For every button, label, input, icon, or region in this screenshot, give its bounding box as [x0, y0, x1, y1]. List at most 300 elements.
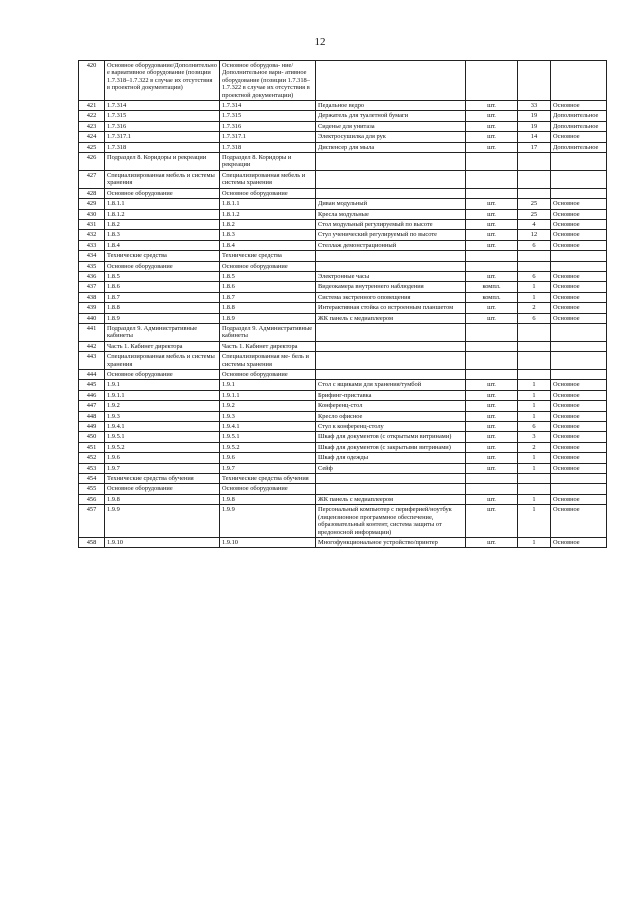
code-cell: Технические средства	[105, 251, 220, 261]
unit-cell: шт.	[466, 401, 518, 411]
quantity-cell: 1	[518, 453, 551, 463]
code-cell: 1.8.6	[105, 282, 220, 292]
code-cell-alt: 1.9.9	[220, 505, 316, 538]
row-number: 450	[79, 432, 105, 442]
item-name: Диспенсер для мыла	[316, 142, 466, 152]
code-cell-alt: 1.9.5.2	[220, 442, 316, 452]
code-cell: 1.7.316	[105, 121, 220, 131]
quantity-cell	[518, 352, 551, 370]
quantity-cell: 33	[518, 101, 551, 111]
code-cell-alt: 1.8.9	[220, 313, 316, 323]
code-cell: 1.9.4.1	[105, 422, 220, 432]
page-number: 12	[314, 36, 326, 48]
table-row	[79, 271, 607, 281]
unit-cell: шт.	[466, 432, 518, 442]
equipment-type: Основное	[551, 422, 607, 432]
table-row	[79, 142, 607, 152]
item-name: Держатель для туалетной бумаги	[316, 111, 466, 121]
quantity-cell: 6	[518, 313, 551, 323]
quantity-cell	[518, 188, 551, 198]
unit-cell: шт.	[466, 463, 518, 473]
item-name: Конференц-стол	[316, 401, 466, 411]
equipment-type: Основное	[551, 209, 607, 219]
table-row	[79, 537, 607, 547]
unit-cell	[466, 484, 518, 494]
item-name: Сиденье для унитаза	[316, 121, 466, 131]
equipment-type: Основное	[551, 240, 607, 250]
equipment-type: Основное	[551, 292, 607, 302]
table-row	[79, 505, 607, 538]
code-cell: 1.8.5	[105, 271, 220, 281]
row-number: 434	[79, 251, 105, 261]
row-number: 442	[79, 341, 105, 351]
quantity-cell: 17	[518, 142, 551, 152]
quantity-cell: 1	[518, 537, 551, 547]
item-name	[316, 61, 466, 101]
unit-cell	[466, 370, 518, 380]
equipment-type	[551, 188, 607, 198]
item-name: Многофункциональное устройство/принтер	[316, 537, 466, 547]
quantity-cell: 12	[518, 230, 551, 240]
item-name	[316, 170, 466, 188]
unit-cell: шт.	[466, 313, 518, 323]
code-cell-alt: 1.9.7	[220, 463, 316, 473]
table-row	[79, 261, 607, 271]
unit-cell: шт.	[466, 121, 518, 131]
equipment-type: Основное	[551, 390, 607, 400]
code-cell: Основное оборудование	[105, 484, 220, 494]
code-cell-alt: 1.9.4.1	[220, 422, 316, 432]
code-cell: 1.9.1.1	[105, 390, 220, 400]
code-cell: 1.9.3	[105, 411, 220, 421]
unit-cell: шт.	[466, 199, 518, 209]
equipment-type: Основное	[551, 505, 607, 538]
table-row	[79, 170, 607, 188]
unit-cell: шт.	[466, 505, 518, 538]
unit-cell	[466, 352, 518, 370]
unit-cell: шт.	[466, 132, 518, 142]
item-name: Персональный компьютер с периферией/ноутбук (лицензионное программное обеспечение, образовательный контент, система защиты от вредоносной информации)	[316, 505, 466, 538]
code-cell-alt: Основное оборудова- ние/Дополнительное вари- ативное оборудование (позиции 1.7.318–1.7.322 в случае их отсутствия в проектной документации)	[220, 61, 316, 101]
equipment-type: Основное	[551, 271, 607, 281]
table-row	[79, 251, 607, 261]
code-cell: 1.9.9	[105, 505, 220, 538]
code-cell: 1.8.1.2	[105, 209, 220, 219]
row-number: 428	[79, 188, 105, 198]
equipment-type: Основное	[551, 453, 607, 463]
code-cell: 1.9.1	[105, 380, 220, 390]
row-number: 458	[79, 537, 105, 547]
unit-cell: шт.	[466, 390, 518, 400]
code-cell-alt: 1.7.315	[220, 111, 316, 121]
row-number: 454	[79, 474, 105, 484]
unit-cell	[466, 341, 518, 351]
code-cell-alt: 1.8.3	[220, 230, 316, 240]
unit-cell	[466, 188, 518, 198]
row-number: 456	[79, 494, 105, 504]
code-cell-alt: 1.9.3	[220, 411, 316, 421]
equipment-type: Основное	[551, 132, 607, 142]
table-row	[79, 303, 607, 313]
item-name: Интерактивная стойка со встроенным планшетом	[316, 303, 466, 313]
equipment-table	[78, 60, 607, 548]
equipment-type: Дополнительное	[551, 121, 607, 131]
table-row	[79, 390, 607, 400]
code-cell-alt: 1.7.316	[220, 121, 316, 131]
code-cell: Специализированная мебель и системы хранения	[105, 352, 220, 370]
table-row	[79, 370, 607, 380]
quantity-cell: 4	[518, 219, 551, 229]
table-row	[79, 153, 607, 171]
quantity-cell: 2	[518, 303, 551, 313]
quantity-cell	[518, 261, 551, 271]
equipment-type	[551, 341, 607, 351]
quantity-cell: 1	[518, 463, 551, 473]
table-row	[79, 352, 607, 370]
table-row	[79, 453, 607, 463]
quantity-cell: 1	[518, 505, 551, 538]
table-row	[79, 188, 607, 198]
item-name: ЖК панель с медиаплеером	[316, 313, 466, 323]
code-cell: Подраздел 9. Административные кабинеты	[105, 323, 220, 341]
code-cell-alt: Подраздел 9. Административные кабинеты	[220, 323, 316, 341]
item-name: Шкаф для одежды	[316, 453, 466, 463]
code-cell-alt: 1.8.2	[220, 219, 316, 229]
item-name: Стеллаж демонстрационный	[316, 240, 466, 250]
equipment-type: Основное	[551, 411, 607, 421]
equipment-type	[551, 170, 607, 188]
row-number: 444	[79, 370, 105, 380]
row-number: 440	[79, 313, 105, 323]
code-cell: Специализированная мебель и системы хранения	[105, 170, 220, 188]
row-number: 432	[79, 230, 105, 240]
code-cell-alt: 1.7.317.1	[220, 132, 316, 142]
item-name: Электронные часы	[316, 271, 466, 281]
row-number: 437	[79, 282, 105, 292]
equipment-type	[551, 153, 607, 171]
unit-cell	[466, 323, 518, 341]
row-number: 421	[79, 101, 105, 111]
table-row	[79, 219, 607, 229]
code-cell: Основное оборудование/Дополнительно е вариативное оборудование (позиции 1.7.318–1.7.322 в случае их отсутствия в проектной документации)	[105, 61, 220, 101]
equipment-type: Основное	[551, 401, 607, 411]
row-number: 424	[79, 132, 105, 142]
row-number: 422	[79, 111, 105, 121]
item-name	[316, 484, 466, 494]
code-cell-alt: 1.8.6	[220, 282, 316, 292]
code-cell: 1.7.317.1	[105, 132, 220, 142]
quantity-cell: 3	[518, 432, 551, 442]
quantity-cell: 25	[518, 209, 551, 219]
unit-cell: шт.	[466, 219, 518, 229]
code-cell: Подраздел 8. Коридоры и рекреации	[105, 153, 220, 171]
equipment-type: Основное	[551, 432, 607, 442]
quantity-cell: 1	[518, 401, 551, 411]
quantity-cell: 6	[518, 422, 551, 432]
code-cell: Технические средства обучения	[105, 474, 220, 484]
row-number: 455	[79, 484, 105, 494]
unit-cell: компл.	[466, 282, 518, 292]
quantity-cell	[518, 341, 551, 351]
unit-cell: шт.	[466, 494, 518, 504]
quantity-cell: 1	[518, 282, 551, 292]
code-cell: 1.8.7	[105, 292, 220, 302]
table-row	[79, 313, 607, 323]
equipment-type	[551, 261, 607, 271]
row-number: 446	[79, 390, 105, 400]
equipment-type: Дополнительное	[551, 142, 607, 152]
code-cell: 1.8.8	[105, 303, 220, 313]
unit-cell	[466, 170, 518, 188]
code-cell-alt: Основное оборудование	[220, 188, 316, 198]
code-cell: Основное оборудование	[105, 188, 220, 198]
equipment-type: Основное	[551, 380, 607, 390]
equipment-type: Основное	[551, 282, 607, 292]
table-row	[79, 199, 607, 209]
equipment-type	[551, 370, 607, 380]
item-name: Кресла модульные	[316, 209, 466, 219]
quantity-cell	[518, 153, 551, 171]
code-cell-alt: 1.9.2	[220, 401, 316, 411]
row-number: 431	[79, 219, 105, 229]
row-number: 429	[79, 199, 105, 209]
unit-cell: шт.	[466, 230, 518, 240]
row-number: 457	[79, 505, 105, 538]
table-row	[79, 442, 607, 452]
code-cell-alt: Подраздел 8. Коридоры и рекреации	[220, 153, 316, 171]
quantity-cell: 1	[518, 390, 551, 400]
code-cell-alt: Основное оборудование	[220, 370, 316, 380]
item-name: Электросушилка для рук	[316, 132, 466, 142]
item-name	[316, 370, 466, 380]
unit-cell	[466, 474, 518, 484]
code-cell-alt: 1.8.4	[220, 240, 316, 250]
quantity-cell	[518, 474, 551, 484]
row-number: 420	[79, 61, 105, 101]
code-cell-alt: 1.9.1	[220, 380, 316, 390]
code-cell-alt: Технические средства	[220, 251, 316, 261]
unit-cell: шт.	[466, 411, 518, 421]
unit-cell	[466, 251, 518, 261]
code-cell: 1.8.4	[105, 240, 220, 250]
code-cell: 1.8.3	[105, 230, 220, 240]
equipment-type: Основное	[551, 101, 607, 111]
code-cell: 1.9.6	[105, 453, 220, 463]
equipment-type: Дополнительное	[551, 111, 607, 121]
table-row	[79, 463, 607, 473]
code-cell-alt: Часть 1. Кабинет директора	[220, 341, 316, 351]
code-cell-alt: 1.7.318	[220, 142, 316, 152]
unit-cell: шт.	[466, 142, 518, 152]
equipment-type: Основное	[551, 313, 607, 323]
unit-cell: шт.	[466, 101, 518, 111]
code-cell-alt: 1.9.5.1	[220, 432, 316, 442]
quantity-cell: 1	[518, 411, 551, 421]
code-cell-alt: 1.7.314	[220, 101, 316, 111]
table-row	[79, 292, 607, 302]
quantity-cell: 14	[518, 132, 551, 142]
equipment-type: Основное	[551, 199, 607, 209]
row-number: 447	[79, 401, 105, 411]
code-cell: 1.9.8	[105, 494, 220, 504]
item-name	[316, 341, 466, 351]
row-number: 438	[79, 292, 105, 302]
table-row	[79, 132, 607, 142]
item-name: Шкаф для документов (с открытыми витринами)	[316, 432, 466, 442]
item-name: Брифинг-приставка	[316, 390, 466, 400]
item-name: Видеокамера внутреннего наблюдения	[316, 282, 466, 292]
item-name	[316, 153, 466, 171]
equipment-type	[551, 352, 607, 370]
row-number: 451	[79, 442, 105, 452]
row-number: 425	[79, 142, 105, 152]
item-name: Шкаф для документов (с закрытыми витринами)	[316, 442, 466, 452]
row-number: 423	[79, 121, 105, 131]
unit-cell: шт.	[466, 209, 518, 219]
item-name: Педальное ведро	[316, 101, 466, 111]
item-name: Стол модульный регулируемый по высоте	[316, 219, 466, 229]
unit-cell: шт.	[466, 453, 518, 463]
item-name	[316, 474, 466, 484]
table-row	[79, 411, 607, 421]
quantity-cell	[518, 484, 551, 494]
code-cell: 1.9.5.1	[105, 432, 220, 442]
item-name: Кресло офисное	[316, 411, 466, 421]
quantity-cell: 25	[518, 199, 551, 209]
code-cell-alt: 1.8.1.1	[220, 199, 316, 209]
unit-cell: шт.	[466, 537, 518, 547]
equipment-type	[551, 61, 607, 101]
code-cell-alt: 1.8.5	[220, 271, 316, 281]
table-row	[79, 61, 607, 101]
equipment-type	[551, 323, 607, 341]
quantity-cell	[518, 170, 551, 188]
equipment-type	[551, 251, 607, 261]
code-cell: 1.9.2	[105, 401, 220, 411]
code-cell-alt: Основное оборудование	[220, 261, 316, 271]
code-cell: 1.9.10	[105, 537, 220, 547]
code-cell: 1.7.314	[105, 101, 220, 111]
row-number: 448	[79, 411, 105, 421]
item-name: ЖК панель с медиаплеером	[316, 494, 466, 504]
quantity-cell: 6	[518, 271, 551, 281]
unit-cell	[466, 261, 518, 271]
code-cell: 1.8.1.1	[105, 199, 220, 209]
item-name	[316, 251, 466, 261]
table-row	[79, 474, 607, 484]
code-cell: 1.7.315	[105, 111, 220, 121]
quantity-cell: 1	[518, 494, 551, 504]
quantity-cell: 1	[518, 380, 551, 390]
row-number: 443	[79, 352, 105, 370]
equipment-type: Основное	[551, 219, 607, 229]
quantity-cell	[518, 251, 551, 261]
table-row	[79, 240, 607, 250]
equipment-type: Основное	[551, 230, 607, 240]
item-name	[316, 188, 466, 198]
table-row	[79, 401, 607, 411]
table-row	[79, 101, 607, 111]
unit-cell: шт.	[466, 422, 518, 432]
code-cell: 1.8.9	[105, 313, 220, 323]
row-number: 435	[79, 261, 105, 271]
unit-cell: компл.	[466, 292, 518, 302]
code-cell: 1.9.7	[105, 463, 220, 473]
item-name: Стул к конференц-столу	[316, 422, 466, 432]
code-cell: Основное оборудование	[105, 261, 220, 271]
code-cell-alt: Специализированная мебель и системы хранения	[220, 170, 316, 188]
item-name	[316, 323, 466, 341]
code-cell: 1.7.318	[105, 142, 220, 152]
table-row	[79, 121, 607, 131]
code-cell-alt: 1.8.7	[220, 292, 316, 302]
item-name: Стул ученический регулируемый по высоте	[316, 230, 466, 240]
quantity-cell: 19	[518, 121, 551, 131]
row-number: 439	[79, 303, 105, 313]
row-number: 441	[79, 323, 105, 341]
equipment-type: Основное	[551, 303, 607, 313]
equipment-type: Основное	[551, 537, 607, 547]
table-row	[79, 494, 607, 504]
quantity-cell: 2	[518, 442, 551, 452]
item-name: Диван модульный	[316, 199, 466, 209]
row-number: 427	[79, 170, 105, 188]
unit-cell: шт.	[466, 380, 518, 390]
unit-cell: шт.	[466, 240, 518, 250]
code-cell-alt: 1.9.10	[220, 537, 316, 547]
unit-cell: шт.	[466, 303, 518, 313]
code-cell-alt: 1.9.6	[220, 453, 316, 463]
table-row	[79, 111, 607, 121]
code-cell-alt: 1.9.1.1	[220, 390, 316, 400]
code-cell: Основное оборудование	[105, 370, 220, 380]
table-row	[79, 230, 607, 240]
item-name	[316, 261, 466, 271]
unit-cell: шт.	[466, 111, 518, 121]
table-row	[79, 380, 607, 390]
equipment-type: Основное	[551, 494, 607, 504]
code-cell-alt: 1.8.1.2	[220, 209, 316, 219]
item-name	[316, 352, 466, 370]
unit-cell: шт.	[466, 271, 518, 281]
item-name: Стол с ящиками для хранения/тумбой	[316, 380, 466, 390]
item-name: Система экстренного оповещения	[316, 292, 466, 302]
row-number: 453	[79, 463, 105, 473]
code-cell: Часть 1. Кабинет директора	[105, 341, 220, 351]
table-row	[79, 432, 607, 442]
unit-cell	[466, 153, 518, 171]
code-cell-alt: Специализированная ме- бель и системы хранения	[220, 352, 316, 370]
unit-cell	[466, 61, 518, 101]
row-number: 445	[79, 380, 105, 390]
quantity-cell: 6	[518, 240, 551, 250]
code-cell-alt: Технические средства обучения	[220, 474, 316, 484]
quantity-cell	[518, 61, 551, 101]
table-row	[79, 209, 607, 219]
code-cell-alt: Основное оборудование	[220, 484, 316, 494]
table-row	[79, 422, 607, 432]
row-number: 430	[79, 209, 105, 219]
table-row	[79, 341, 607, 351]
quantity-cell: 19	[518, 111, 551, 121]
table-row	[79, 282, 607, 292]
row-number: 426	[79, 153, 105, 171]
equipment-type	[551, 484, 607, 494]
quantity-cell: 1	[518, 292, 551, 302]
row-number: 433	[79, 240, 105, 250]
equipment-type	[551, 474, 607, 484]
quantity-cell	[518, 370, 551, 380]
